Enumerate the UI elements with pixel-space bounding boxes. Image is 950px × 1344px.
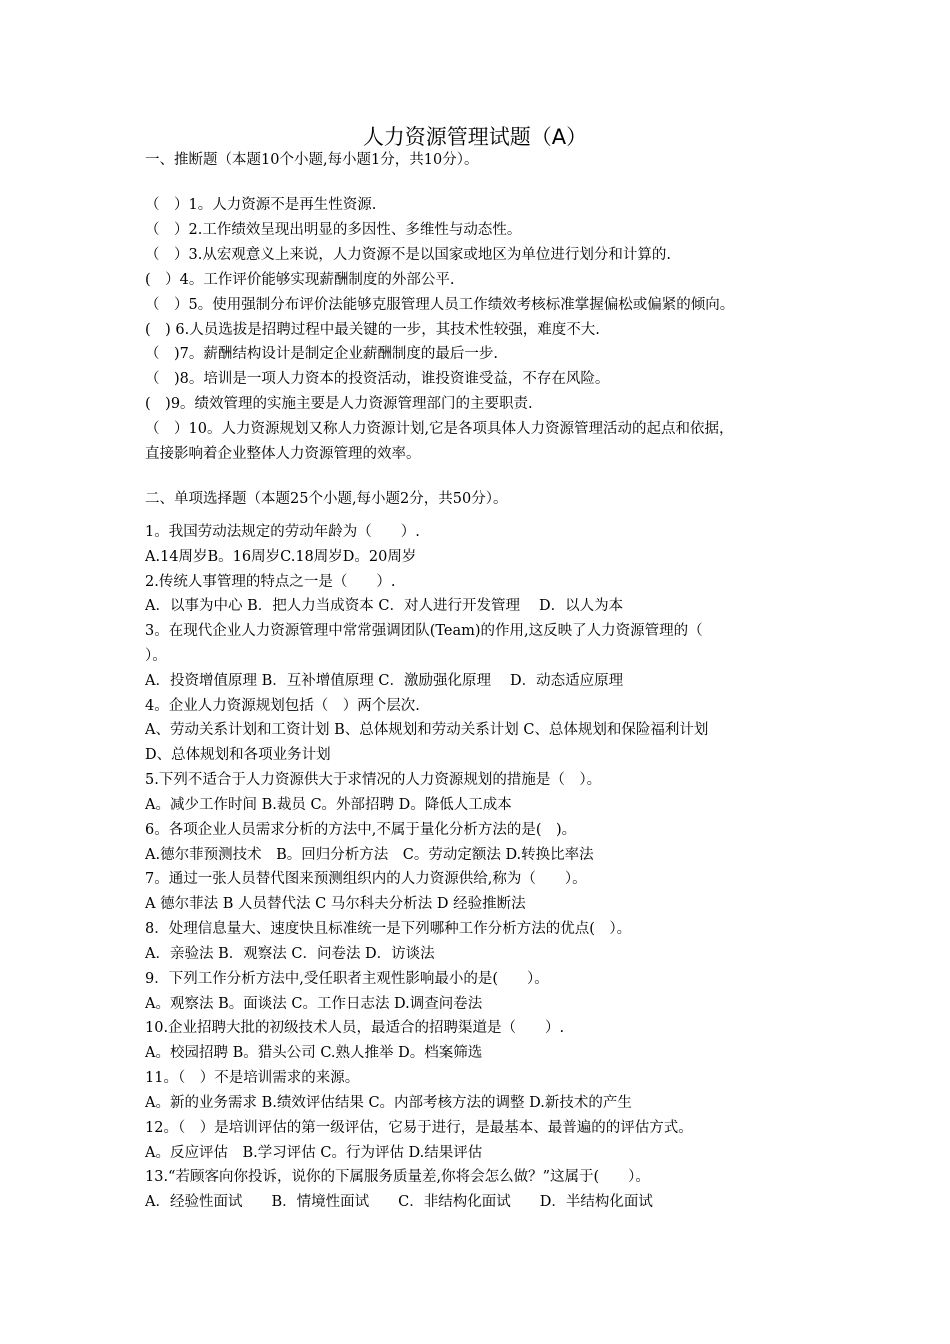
choice-options: A．经验性面试 B．情境性面试 C．非结构化面试 D．半结构化面试 xyxy=(145,1194,653,1210)
choice-question: 2.传统人事管理的特点之一是（ ）. xyxy=(145,574,396,590)
choice-question: 7。通过一张人员替代图来预测组织内的人力资源供给,称为（ ）。 xyxy=(145,871,587,887)
choice-question-continuation: ）。 xyxy=(145,648,167,664)
choice-options: A。观察法 B。面谈法 C。工作日志法 D.调查问卷法 xyxy=(145,996,483,1012)
choice-question: 13.“若顾客向你投诉，说你的下属服务质量差,你将会怎么做？”这属于( ）。 xyxy=(145,1169,650,1185)
choice-question: 4。企业人力资源规划包括（ ）两个层次. xyxy=(145,698,420,714)
judgment-item: （ ）1。人力资源不是再生性资源. xyxy=(145,197,377,213)
choice-question: 6。各项企业人员需求分析的方法中,不属于量化分析方法的是( )。 xyxy=(145,822,577,838)
choice-options: A.德尔菲预测技术 B。回归分析方法 C。劳动定额法 D.转换比率法 xyxy=(145,847,594,863)
choice-question: 12。（ ）是培训评估的第一级评估，它易于进行，是最基本、最普遍的的评估方式。 xyxy=(145,1120,693,1136)
judgment-item: （ )7。薪酬结构设计是制定企业薪酬制度的最后一步. xyxy=(145,346,498,362)
choice-options: A．投资增值原理 B．互补增值原理 C．激励强化原理 D．动态适应原理 xyxy=(145,673,624,689)
judgment-item: ( ）4。工作评价能够实现薪酬制度的外部公平. xyxy=(145,272,455,288)
choice-question: 3。在现代企业人力资源管理中常常强调团队(Team)的作用,这反映了人力资源管理的（ xyxy=(145,623,703,639)
choice-options: A。反应评估 B.学习评估 C。行为评估 D.结果评估 xyxy=(145,1145,483,1161)
judgment-item: （ ）3.从宏观意义上来说，人力资源不是以国家或地区为单位进行划分和计算的. xyxy=(145,247,671,263)
choice-question: 1。我国劳动法规定的劳动年龄为（ ）. xyxy=(145,524,420,540)
judgment-item: （ ）10。人力资源规划又称人力资源计划,它是各项具体人力资源管理活动的起点和依据， xyxy=(145,421,734,437)
page-title: 人力资源管理试题（A） xyxy=(362,125,588,149)
choice-question: 8．处理信息量大、速度快且标准统一是下列哪种工作分析方法的优点( ）。 xyxy=(145,921,632,937)
judgment-item: ( )9。绩效管理的实施主要是人力资源管理部门的主要职责. xyxy=(145,396,533,412)
choice-question: 5.下列不适合于人力资源供大于求情况的人力资源规划的措施是（ ）。 xyxy=(145,772,602,788)
judgment-item: （ ）2.工作绩效呈现出明显的多因性、多维性与动态性。 xyxy=(145,222,522,238)
choice-options: A．以事为中心 B．把人力当成资本 C．对人进行开发管理 D．以人为本 xyxy=(145,598,624,614)
choice-options: A。新的业务需求 B.绩效评估结果 C。内部考核方法的调整 D.新技术的产生 xyxy=(145,1095,632,1111)
choice-options: A。减少工作时间 B.裁员 C。外部招聘 D。降低人工成本 xyxy=(145,797,512,813)
choice-options-continuation: D、总体规划和各项业务计划 xyxy=(145,747,331,763)
choice-options: A．亲验法 B．观察法 C．问卷法 D．访谈法 xyxy=(145,946,435,962)
choice-options: A 德尔菲法 B 人员替代法 C 马尔科夫分析法 D 经验推断法 xyxy=(145,896,526,912)
judgment-item: ( ) 6.人员选拔是招聘过程中最关键的一步，其技术性较强，难度不大. xyxy=(145,322,600,338)
section-2-heading: 二、单项选择题（本题25个小题,每小题2分，共50分）。 xyxy=(145,491,508,507)
judgment-item: （ ）5。使用强制分布评价法能够克服管理人员工作绩效考核标准掌握偏松或偏紧的倾向。 xyxy=(145,297,735,313)
judgment-item: （ )8。培训是一项人力资本的投资活动，谁投资谁受益，不存在风险。 xyxy=(145,371,610,387)
choice-options: A.14周岁B。16周岁C.18周岁D。20周岁 xyxy=(145,549,417,565)
choice-question: 9．下列工作分析方法中,受任职者主观性影响最小的是( ）。 xyxy=(145,971,549,987)
section-1-heading: 一、推断题（本题10个小题,每小题1分，共10分）。 xyxy=(145,152,479,168)
choice-options: A。校园招聘 B。猎头公司 C.熟人推举 D。档案筛选 xyxy=(145,1045,483,1061)
choice-options: A、劳动关系计划和工资计划 B、总体规划和劳动关系计划 C、总体规划和保险福利计划 xyxy=(145,722,709,738)
choice-question: 10.企业招聘大批的初级技术人员，最适合的招聘渠道是（ ）. xyxy=(145,1020,565,1036)
judgment-item-continuation: 直接影响着企业整体人力资源管理的效率。 xyxy=(145,446,421,462)
choice-question: 11。（ ）不是培训需求的来源。 xyxy=(145,1070,360,1086)
